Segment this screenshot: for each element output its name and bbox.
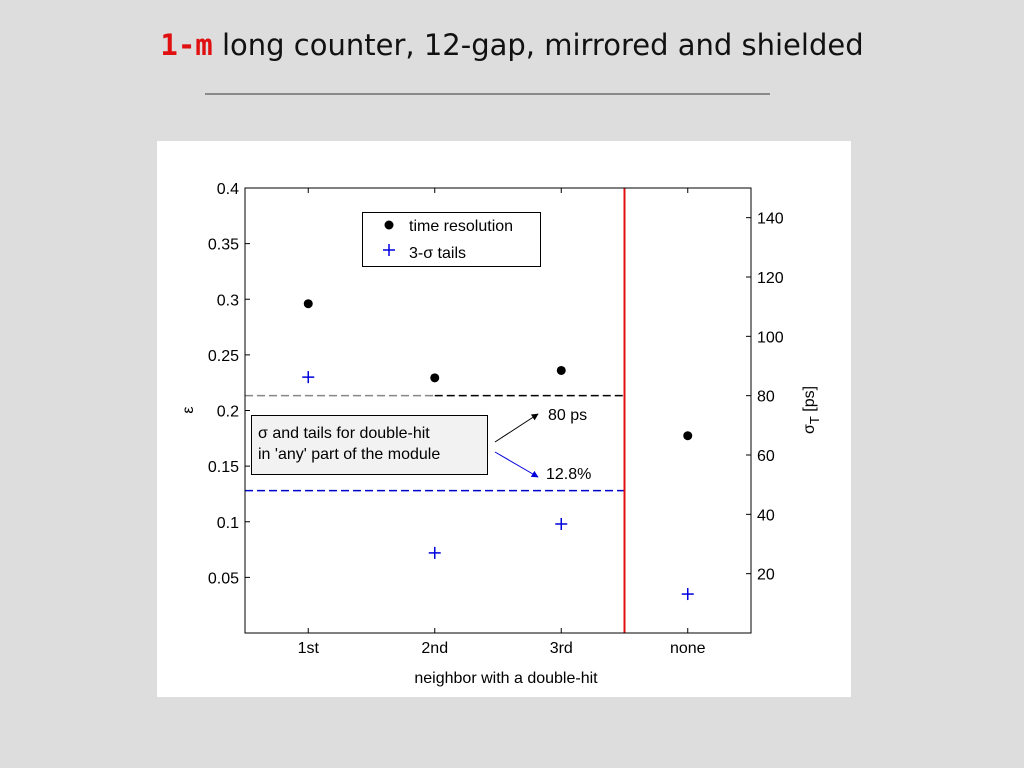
time-resolution-point (430, 373, 439, 382)
y-right-label-unit: [ps] (801, 385, 818, 412)
annotation-line-1: σ and tails for double-hit (258, 425, 430, 442)
arrow-to-12-8pct (495, 452, 538, 477)
legend (363, 213, 541, 267)
y-axis-right-label (801, 386, 822, 434)
y-right-tick-label: 120 (757, 270, 784, 287)
slide-title (0, 28, 1024, 62)
y-left-tick-label: 0.1 (216, 514, 239, 532)
y-left-tick-label: 0.3 (216, 292, 239, 310)
tails-point (429, 547, 441, 559)
y-left-tick-label: 0.25 (207, 347, 239, 365)
time-resolution-point (683, 431, 692, 440)
y-left-tick-label: 0.35 (207, 236, 239, 254)
title-divider (205, 93, 770, 95)
y-right-tick-label: 140 (757, 210, 784, 228)
y-right-label-main: σ (801, 424, 818, 435)
title-highlight: 1-m (160, 28, 213, 62)
y-left-tick-label: 0.15 (207, 459, 239, 477)
legend-label-time-resolution: time resolution (409, 218, 514, 235)
time-resolution-point (557, 366, 566, 375)
y-right-tick-label: 100 (757, 329, 784, 347)
plot-panel (157, 141, 851, 697)
y-right-tick-label: 80 (757, 388, 775, 406)
y-right-label-sub: T (807, 416, 822, 425)
annotation (252, 407, 592, 483)
x-tick-label: none (669, 640, 706, 657)
y-left-tick-label: 0.2 (216, 403, 239, 421)
y-left-tick-label: 0.4 (216, 181, 239, 198)
tails-point (682, 588, 694, 600)
annotation-line-2: in 'any' part of the module (258, 446, 441, 463)
y-right-tick-label: 20 (757, 566, 775, 584)
ref-label-12-8pct: 12.8% (546, 466, 592, 483)
x-tick-label: 1st (297, 640, 319, 657)
legend-label-tails: 3-σ tails (409, 245, 466, 262)
x-tick-label: 2nd (421, 640, 449, 657)
y-right-tick-label: 40 (757, 507, 775, 525)
y-right-tick-label: 60 (757, 448, 775, 465)
x-axis-label: neighbor with a double-hit (414, 670, 598, 687)
chart (157, 141, 851, 697)
title-text: long counter, 12-gap, mirrored and shielded (222, 28, 864, 62)
tails-point (302, 371, 314, 383)
tails-point (555, 518, 567, 530)
arrow-to-80ps (495, 414, 538, 442)
x-tick-label: 3rd (549, 640, 573, 657)
ref-label-80ps: 80 ps (548, 407, 588, 424)
y-axis-left-label: ε (180, 406, 197, 414)
y-left-tick-label: 0.05 (207, 570, 239, 588)
legend-marker-time-resolution (385, 221, 394, 230)
time-resolution-point (304, 299, 313, 308)
